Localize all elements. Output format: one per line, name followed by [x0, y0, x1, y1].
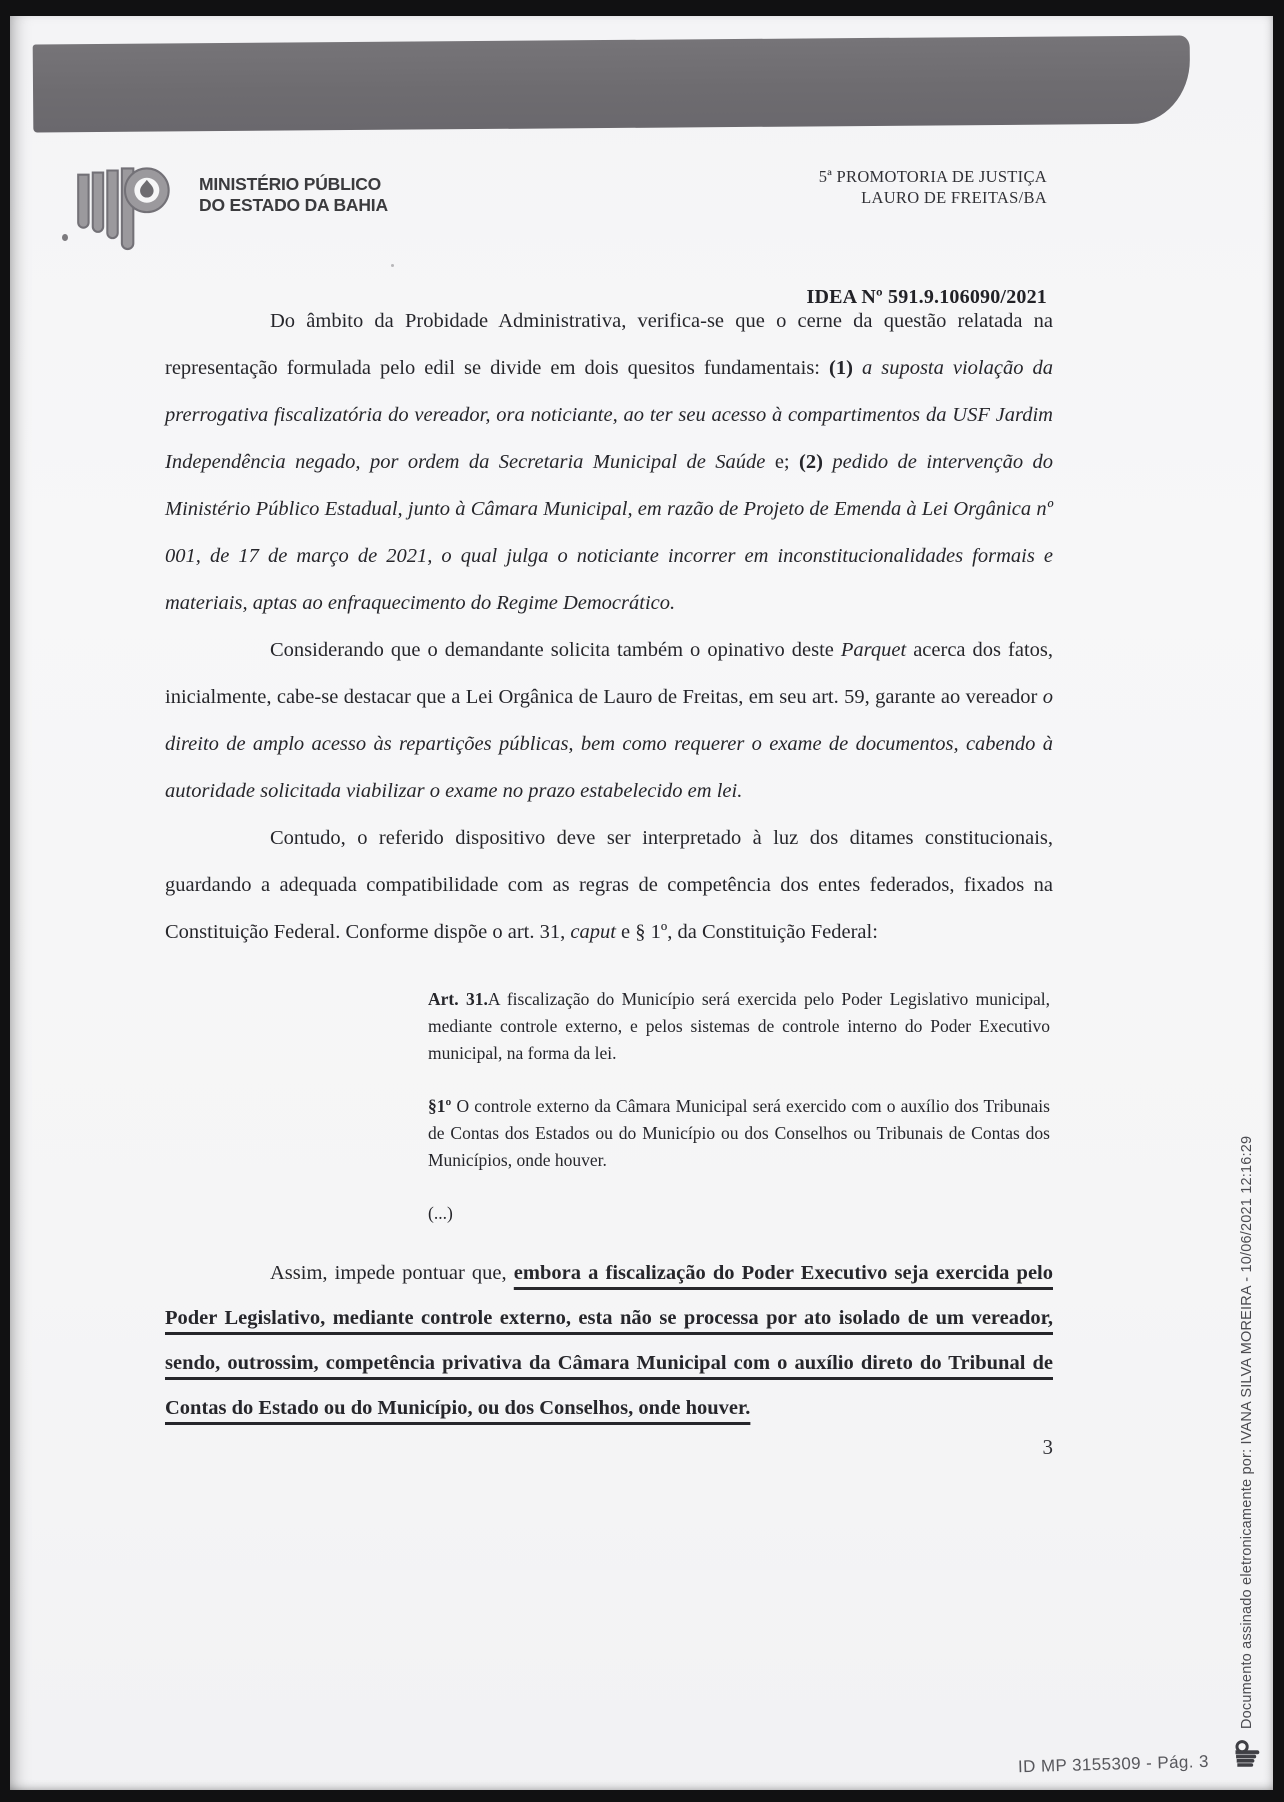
p2-s4: o direito de amplo acesso às repartições públicas, bem como requerer o exame de documentos, cabendo à autoridade solicitada viabilizar o exame no prazo estabelecido em lei.: [165, 686, 1053, 802]
idea-reference: IDEA Nº 591.9.106090/2021: [806, 286, 1047, 308]
p1-item1-marker: (1): [829, 357, 853, 379]
mp-logo-icon: [73, 162, 177, 256]
p3-s2: caput: [570, 921, 616, 943]
quote-art31: [428, 986, 1050, 1067]
p1-connector: e;: [774, 451, 800, 473]
paragraph-3: [165, 815, 1053, 956]
signature-stamp-text: Documento assinado eletronicamente por: IVANA SILVA MOREIRA - 10/06/2021 12:16:29: [1239, 1135, 1255, 1729]
document-body: [165, 298, 1053, 1460]
p4-s1: Assim, impede pontuar que,: [270, 1262, 514, 1284]
page-number: 3: [1042, 1435, 1053, 1459]
org-name: [199, 174, 388, 216]
office-line1: 5ª PROMOTORIA DE JUSTIÇA: [818, 167, 1047, 186]
p3-s3: e § 1º, da Constituição Federal:: [615, 921, 878, 943]
signature-stamp: [1232, 1020, 1262, 1768]
p2-s1: Considerando que o demandante solicita também o opinativo deste: [270, 639, 841, 661]
p3-s1: Contudo, o referido dispositivo deve ser interpretado à luz dos ditames constitucionais, guardando a adequada compatibilidade com as regras de competência dos entes federados, fixados na Constituição Federal. Conforme dispõe o art. 31,: [165, 827, 1053, 943]
scan-speck: [391, 264, 394, 267]
quote-par1: [428, 1093, 1050, 1174]
legal-quote: [428, 986, 1050, 1227]
p1-item2-text: pedido de intervenção do Ministério Público Estadual, junto à Câmara Municipal, em razão de Projeto de Emenda à Lei Orgânica nº 001, de 17 de março de 2021, o qual julga o noticiante incorrer em inconstitucionalidades formais e materiais, aptas ao enfraquecimento do Regime Democrático.: [165, 451, 1053, 614]
quote-art31-text: A fiscalização do Município será exercida pelo Poder Legislativo municipal, mediante controle externo, e pelos sistemas de controle interno do Poder Executivo municipal, na forma da lei.: [428, 989, 1050, 1063]
letterhead: [73, 162, 388, 256]
doc-id-label: ID MP 3155309 - Pág. 3: [1017, 1751, 1210, 1777]
p4-emphasis: embora a fiscalização do Poder Executivo seja exercida pelo Poder Legislativo, mediante controle externo, esta não se processa por ato isolado de um vereador, sendo, outrossim, competência privativa da Câmara Municipal com o auxílio direto do Tribunal de Contas do Estado ou do Município, ou dos Conselhos, onde houver.: [165, 1262, 1053, 1419]
quote-par1-label: §1º: [428, 1096, 452, 1116]
quote-ellipsis: (...): [428, 1203, 453, 1223]
org-name-line1: MINISTÉRIO PÚBLICO: [199, 174, 382, 194]
p1-item1-text: a suposta violação da prerrogativa fiscalizatória do vereador, ora noticiante, ao ter seu acesso à compartimentos da USF Jardim Independência negado, por ordem da Secretaria Municipal de Saúde: [165, 357, 1053, 473]
paragraph-1: [165, 298, 1053, 627]
quote-art31-label: Art. 31.: [428, 989, 488, 1009]
scan-page: [10, 16, 1273, 1790]
p2-s3: acerca dos fatos, inicialmente, cabe-se destacar que a Lei Orgânica de Lauro de Freitas, em seu art. 59, garante ao vereador: [165, 639, 1053, 708]
p2-s2: Parquet: [840, 639, 907, 661]
paragraph-2: [165, 627, 1053, 815]
office-block: [819, 166, 1047, 208]
office-line2: LAURO DE FREITAS/BA: [861, 188, 1047, 207]
org-name-line2: DO ESTADO DA BAHIA: [199, 195, 388, 215]
quote-par1-text: O controle externo da Câmara Municipal será exercido com o auxílio dos Tribunais de Contas dos Estados ou do Município ou dos Conselhos ou Tribunais de Contas dos Municípios, onde houver.: [428, 1096, 1050, 1170]
paragraph-4: [165, 1251, 1053, 1431]
p1-lead: Do âmbito da Probidade Administrativa, verifica-se que o cerne da questão relatada na representação formulada pelo edil se divide em dois quesitos fundamentais:: [165, 310, 1053, 379]
p1-item2-marker: (2): [799, 451, 823, 473]
scan-speck: [62, 234, 68, 241]
scanner-artifact-bar: [33, 35, 1191, 132]
